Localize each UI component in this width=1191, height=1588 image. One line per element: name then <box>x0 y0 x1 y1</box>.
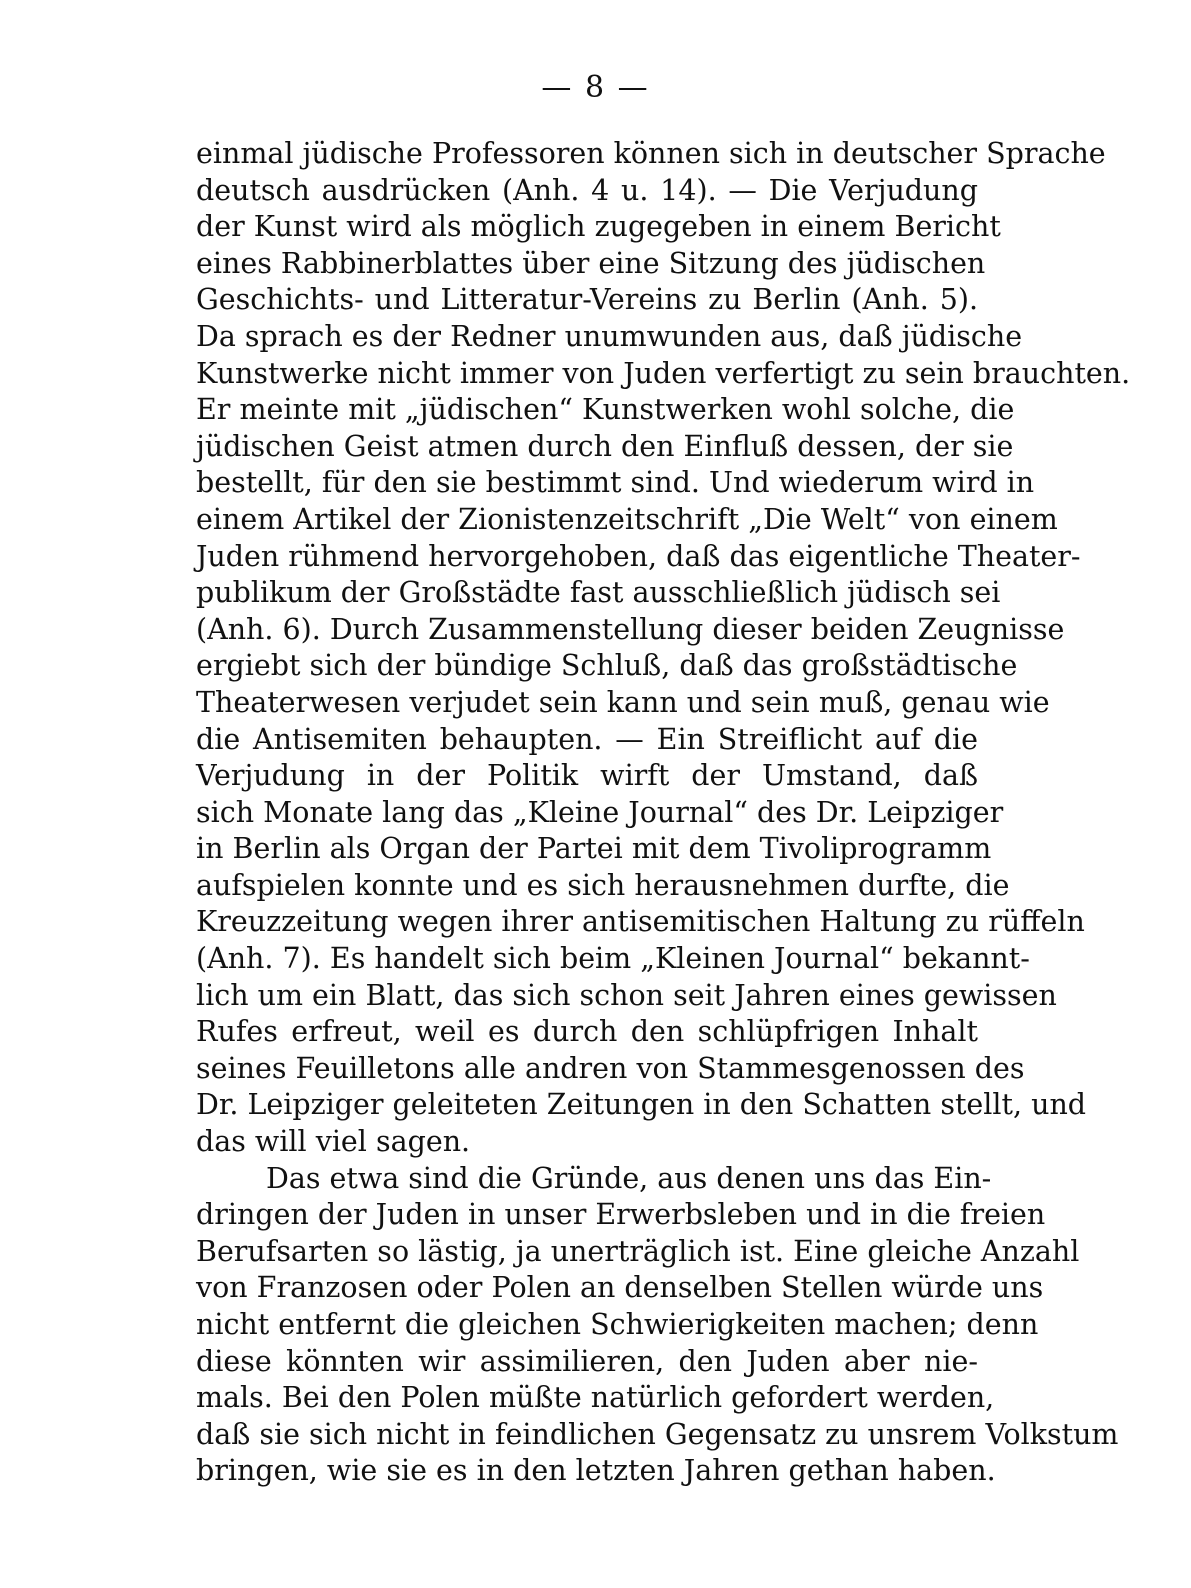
text-line: seines Feuilletons alle andren von Stammesgenossen des <box>196 1051 1025 1085</box>
text-line: Rufes erfreut, weil es durch den schlüpfrigen Inhalt <box>196 1015 978 1049</box>
text-line: jüdischen Geist atmen durch den Einfluß dessen, der sie <box>196 429 1014 463</box>
text-line: lich um ein Blatt, das sich schon seit Jahren eines gewissen <box>196 978 1057 1012</box>
text-line: dringen der Juden in unser Erwerbsleben und in die freien <box>196 1198 1046 1232</box>
paragraph-1 <box>196 136 1131 1161</box>
text-line: Da sprach es der Redner unumwunden aus, daß jüdische <box>196 319 1023 353</box>
text-line: der Kunst wird als möglich zugegeben in einem Bericht <box>196 210 1001 244</box>
text-line: Geschichts- und Litteratur-Vereins zu Berlin (Anh. 5). <box>196 283 978 317</box>
body-text <box>196 136 1131 1490</box>
text-line: in Berlin als Organ der Partei mit dem Tivoliprogramm <box>196 832 992 866</box>
text-line: sich Monate lang das „Kleine Journal“ des Dr. Leipziger <box>196 795 1004 829</box>
text-line: einem Artikel der Zionistenzeitschrift „Die Welt“ von einem <box>196 502 1058 536</box>
text-line: diese könnten wir assimilieren, den Juden aber nie- <box>196 1344 978 1378</box>
text-line: bringen, wie sie es in den letzten Jahren gethan haben. <box>196 1454 996 1488</box>
text-line: Das etwa sind die Gründe, aus denen uns das Ein- <box>266 1161 992 1195</box>
text-line: nicht entfernt die gleichen Schwierigkeiten machen; denn <box>196 1308 1039 1341</box>
text-line: Er meinte mit „jüdischen“ Kunstwerken wohl solche, die <box>196 393 1015 427</box>
text-line: Dr. Leipziger geleiteten Zeitungen in den Schatten stellt, und <box>196 1088 1087 1122</box>
paragraph-2 <box>196 1161 1119 1490</box>
text-line: die Antisemiten behaupten. — Ein Streiflicht auf die <box>196 722 978 756</box>
text-line: von Franzosen oder Polen an denselben Stellen würde uns <box>196 1271 1044 1305</box>
text-line: Theaterwesen verjudet sein kann und sein muß, genau wie <box>196 685 1050 719</box>
text-line: deutsch ausdrücken (Anh. 4 u. 14). — Die Verjudung <box>196 173 978 207</box>
text-line: das will viel sagen. <box>196 1125 471 1159</box>
page-number: — 8 — <box>541 70 650 105</box>
text-line: mals. Bei den Polen müßte natürlich gefordert werden, <box>196 1381 995 1415</box>
text-line: eines Rabbinerblattes über eine Sitzung des jüdischen <box>196 246 986 280</box>
text-line: (Anh. 7). Es handelt sich beim „Kleinen Journal“ bekannt- <box>196 942 1030 976</box>
text-line: Juden rühmend hervorgehoben, daß das eigentliche Theater- <box>196 539 1081 573</box>
text-line: bestellt, für den sie bestimmt sind. Und wiederum wird in <box>196 466 1035 500</box>
text-line: (Anh. 6). Durch Zusammenstellung dieser beiden Zeugnisse <box>196 612 1065 646</box>
text-line: Berufsarten so lästig, ja unerträglich ist. Eine gleiche Anzahl <box>196 1234 1080 1268</box>
text-line: Kreuzzeitung wegen ihrer antisemitischen Haltung zu rüffeln <box>196 905 1085 939</box>
text-line: publikum der Großstädte fast ausschließlich jüdisch sei <box>196 576 1001 610</box>
text-line: daß sie sich nicht in feindlichen Gegensatz zu unsrem Volkstum <box>196 1417 1119 1451</box>
text-line: aufspielen konnte und es sich herausnehmen durfte, die <box>196 868 1010 902</box>
text-line: Verjudung in der Politik wirft der Umstand, daß <box>196 759 978 793</box>
text-line: ergiebt sich der bündige Schluß, daß das großstädtische <box>196 649 1018 683</box>
text-line: einmal jüdische Professoren können sich in deutscher Sprache <box>196 137 1106 170</box>
text-line: Kunstwerke nicht immer von Juden verfertigt zu sein brauchten. <box>196 356 1131 390</box>
